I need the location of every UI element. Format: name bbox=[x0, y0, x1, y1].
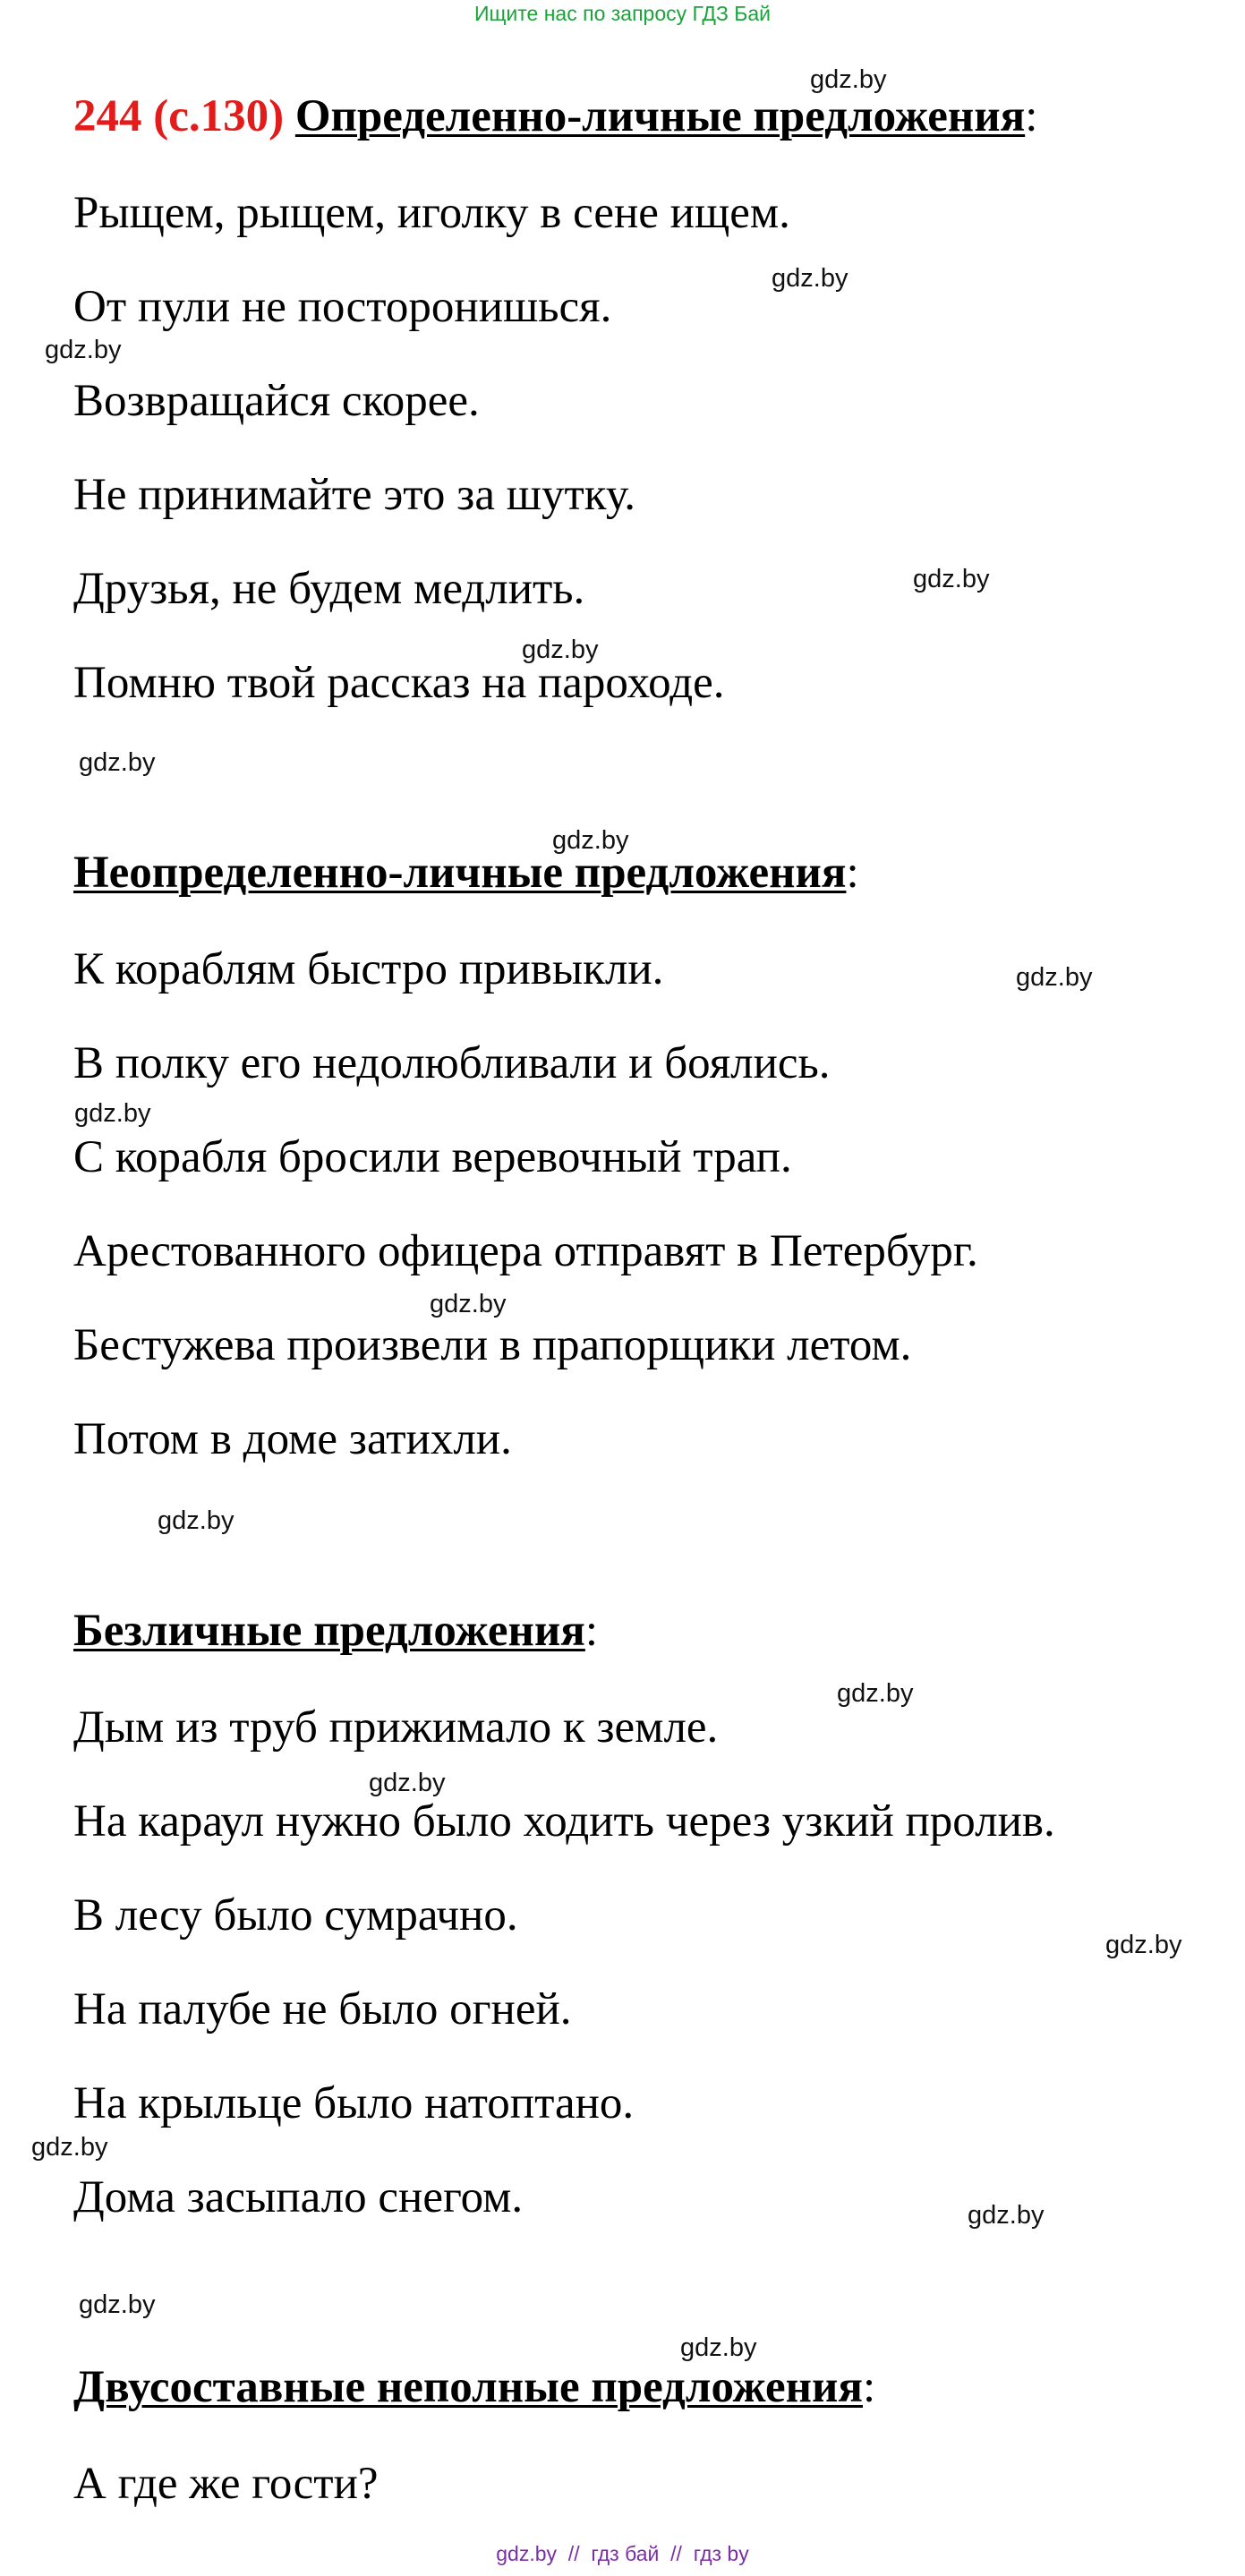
watermark: gdz.by bbox=[158, 1506, 235, 1535]
watermark: gdz.by bbox=[79, 748, 156, 777]
sentence: К кораблям быстро привыкли. bbox=[73, 944, 664, 994]
sentence: В лесу было сумрачно. bbox=[73, 1890, 518, 1941]
watermark: gdz.by bbox=[810, 65, 887, 94]
sentence: Дым из труб прижимало к земле. bbox=[73, 1702, 719, 1753]
watermark: gdz.by bbox=[913, 565, 990, 593]
search-banner: Ищите нас по запросу ГДЗ Бай bbox=[473, 2, 772, 25]
sentence: На караул нужно было ходить через узкий пролив. bbox=[73, 1796, 1055, 1847]
sentence: Бестужева произвели в прапорщики летом. bbox=[73, 1320, 912, 1370]
section-heading: Неопределенно-личные предложения: bbox=[73, 848, 859, 898]
watermark: gdz.by bbox=[31, 2133, 108, 2162]
sentence: Друзья, не будем медлить. bbox=[73, 564, 585, 614]
watermark: gdz.by bbox=[369, 1769, 446, 1797]
sentence: Возвращайся скорее. bbox=[73, 376, 480, 426]
sentence: На крыльце было натоптано. bbox=[73, 2078, 635, 2128]
watermark: gdz.by bbox=[1016, 963, 1093, 992]
sentence: В полку его недолюбливали и боялись. bbox=[73, 1038, 831, 1088]
sentence: А где же гости? bbox=[73, 2459, 379, 2509]
section-heading: Двусоставные неполные предложения: bbox=[73, 2362, 876, 2412]
watermark: gdz.by bbox=[680, 2333, 757, 2362]
section-title: Определенно-личные предложения bbox=[294, 91, 1026, 141]
section-title: Двусоставные неполные предложения bbox=[73, 2362, 863, 2412]
watermark: gdz.by bbox=[1105, 1931, 1182, 1959]
section-title: Безличные предложения bbox=[73, 1606, 585, 1656]
exercise-number: 244 (с.130) bbox=[73, 91, 285, 141]
watermark: gdz.by bbox=[552, 826, 629, 855]
sentence: От пули не посторонишься. bbox=[73, 282, 612, 332]
section-heading: 244 (с.130) Определенно-личные предложения: bbox=[73, 91, 1038, 141]
watermark: gdz.by bbox=[968, 2201, 1045, 2230]
watermark: gdz.by bbox=[79, 2290, 156, 2319]
sentence: Рыщем, рыщем, иголку в сене ищем. bbox=[73, 188, 790, 238]
watermark: gdz.by bbox=[74, 1099, 151, 1128]
sentence: Потом в доме затихли. bbox=[73, 1414, 512, 1464]
sentence: На палубе не было огней. bbox=[73, 1984, 572, 2034]
footer-links: gdz.by // гдз бай // гдз by bbox=[496, 2542, 749, 2565]
watermark: gdz.by bbox=[522, 635, 599, 664]
sentence: Не принимайте это за шутку. bbox=[73, 470, 635, 520]
sentence: Арестованного офицера отправят в Петербург. bbox=[73, 1226, 978, 1276]
section-heading: Безличные предложения: bbox=[73, 1606, 599, 1656]
watermark: gdz.by bbox=[837, 1679, 914, 1708]
watermark: gdz.by bbox=[772, 264, 848, 293]
watermark: gdz.by bbox=[45, 336, 122, 364]
sentence: Помню твой рассказ на пароходе. bbox=[73, 658, 725, 708]
watermark: gdz.by bbox=[430, 1290, 507, 1318]
sentence: Дома засыпало снегом. bbox=[73, 2172, 524, 2222]
section-title: Неопределенно-личные предложения bbox=[73, 848, 847, 898]
sentence: С корабля бросили веревочный трап. bbox=[73, 1132, 792, 1182]
